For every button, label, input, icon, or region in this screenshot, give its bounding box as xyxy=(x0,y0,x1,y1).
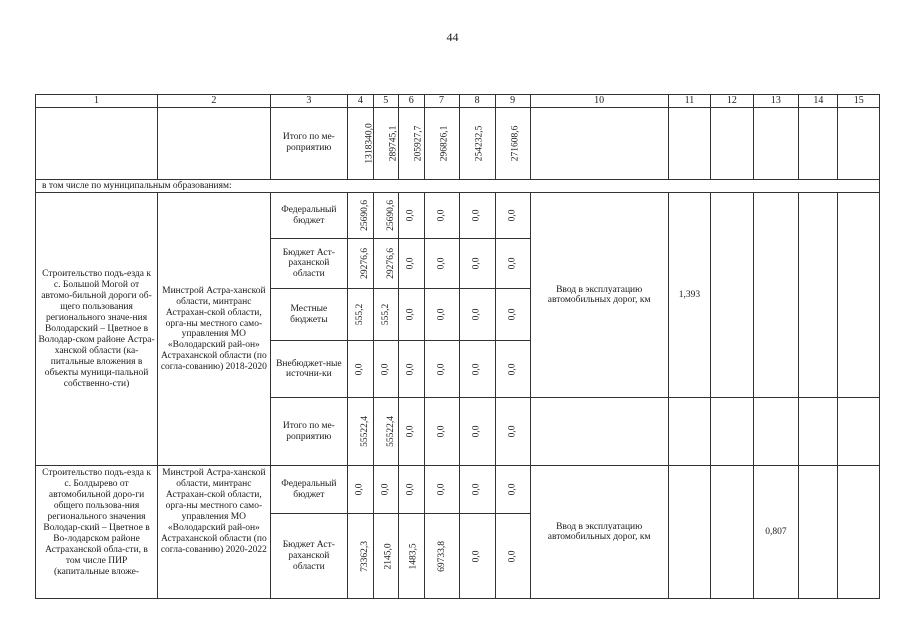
amount-cell: 0,0 xyxy=(399,289,424,341)
amount-cell: 289745,1 xyxy=(373,107,398,179)
amount-cell: 55522,4 xyxy=(373,398,398,466)
amount-cell: 0,0 xyxy=(399,341,424,398)
amount-cell: 0,0 xyxy=(399,239,424,289)
amount-cell: 25690,6 xyxy=(348,193,373,239)
empty-cell xyxy=(838,107,880,179)
amount-cell: 0,0 xyxy=(495,289,530,341)
empty-cell xyxy=(838,193,880,398)
project-executor: Минстрой Астра-ханской области, минтранс Астрахан-ской области, орга-ны местного само-управления МО «Володарский рай-он» Астраханской области (по согла-сованию) 2020-2022 xyxy=(158,466,271,599)
empty-cell xyxy=(711,193,753,398)
column-number: 5 xyxy=(373,95,398,108)
empty-cell xyxy=(668,107,710,179)
empty-cell xyxy=(668,398,710,466)
amount-cell: 0,0 xyxy=(373,341,398,398)
column-number: 8 xyxy=(459,95,495,108)
amount-cell: 296826,1 xyxy=(424,107,459,179)
amount-cell: 0,0 xyxy=(424,193,459,239)
funding-source: Федеральный бюджет xyxy=(270,193,347,239)
amount-cell: 0,0 xyxy=(495,341,530,398)
amount-cell: 29276,6 xyxy=(373,239,398,289)
amount-cell: 0,0 xyxy=(495,398,530,466)
amount-cell: 0,0 xyxy=(495,239,530,289)
funding-source: Бюджет Аст-раханской области xyxy=(270,514,347,599)
amount-cell: 271608,6 xyxy=(495,107,530,179)
empty-cell xyxy=(838,466,880,599)
empty-cell xyxy=(799,398,838,466)
section-label: в том числе по муниципальным образованиям: xyxy=(36,179,880,193)
empty-cell xyxy=(711,466,753,599)
column-number: 9 xyxy=(495,95,530,108)
amount-cell: 0,0 xyxy=(424,341,459,398)
empty-cell xyxy=(668,466,710,599)
amount-cell: 555,2 xyxy=(373,289,398,341)
amount-cell: 0,0 xyxy=(348,466,373,514)
amount-cell: 254232,5 xyxy=(459,107,495,179)
column-number: 1 xyxy=(36,95,158,108)
indicator-value: 1,393 xyxy=(668,193,710,398)
empty-cell xyxy=(753,107,799,179)
table-row xyxy=(36,193,880,239)
column-number-row xyxy=(36,95,880,108)
empty-cell xyxy=(158,107,271,179)
empty-cell xyxy=(36,107,158,179)
amount-cell: 0,0 xyxy=(495,466,530,514)
amount-cell: 0,0 xyxy=(373,466,398,514)
project-name: Строительство подъ-езда к с. Большой Могой от автомо-бильной дороги об-щего пользования регионального значе-ния Володарский – Цветное в Володар-ском районе Астра-ханской области (ка-питальные вложения в объекты муници-пальной собственно-сти) xyxy=(36,193,158,466)
column-number: 15 xyxy=(838,95,880,108)
empty-cell xyxy=(838,398,880,466)
column-number: 14 xyxy=(799,95,838,108)
funding-source: Итого по ме-роприятию xyxy=(270,398,347,466)
table-row xyxy=(36,466,880,514)
funding-source: Федеральный бюджет xyxy=(270,466,347,514)
amount-cell: 29276,6 xyxy=(348,239,373,289)
indicator-name: Ввод в эксплуатацию автомобильных дорог, км xyxy=(530,466,668,599)
column-number: 2 xyxy=(158,95,271,108)
funding-source: Внебюджет-ные источни-ки xyxy=(270,341,347,398)
funding-source: Итого по ме-роприятию xyxy=(270,107,347,179)
amount-cell: 1318340,0 xyxy=(348,107,373,179)
column-number: 4 xyxy=(348,95,373,108)
empty-cell xyxy=(711,398,753,466)
amount-cell: 55522,4 xyxy=(348,398,373,466)
amount-cell: 0,0 xyxy=(424,289,459,341)
funding-source: Бюджет Аст-раханской области xyxy=(270,239,347,289)
amount-cell: 0,0 xyxy=(424,239,459,289)
indicator-value: 0,807 xyxy=(753,466,799,599)
column-number: 10 xyxy=(530,95,668,108)
column-number: 12 xyxy=(711,95,753,108)
amount-cell: 0,0 xyxy=(348,341,373,398)
project-executor: Минстрой Астра-ханской области, минтранс Астрахан-ской области, орга-ны местного само-управления МО «Володарский рай-он» Астраханской области (по согла-сованию) 2018-2020 xyxy=(158,193,271,466)
amount-cell: 0,0 xyxy=(399,193,424,239)
empty-cell xyxy=(530,398,668,466)
amount-cell: 0,0 xyxy=(495,514,530,599)
column-number: 11 xyxy=(668,95,710,108)
empty-cell xyxy=(799,107,838,179)
amount-cell: 0,0 xyxy=(459,398,495,466)
amount-cell: 0,0 xyxy=(459,193,495,239)
amount-cell: 73362,3 xyxy=(348,514,373,599)
amount-cell: 0,0 xyxy=(424,398,459,466)
amount-cell: 0,0 xyxy=(459,466,495,514)
section-row xyxy=(36,179,880,193)
amount-cell: 0,0 xyxy=(495,193,530,239)
empty-cell xyxy=(799,466,838,599)
amount-cell: 0,0 xyxy=(424,466,459,514)
empty-cell xyxy=(530,107,668,179)
page-number: 44 xyxy=(446,30,459,44)
budget-table xyxy=(35,94,880,599)
column-number: 13 xyxy=(753,95,799,108)
amount-cell: 69733,8 xyxy=(424,514,459,599)
amount-cell: 0,0 xyxy=(459,289,495,341)
empty-cell xyxy=(711,107,753,179)
amount-cell: 25690,6 xyxy=(373,193,398,239)
amount-cell: 0,0 xyxy=(459,341,495,398)
amount-cell: 555,2 xyxy=(348,289,373,341)
amount-cell: 2145,0 xyxy=(373,514,398,599)
column-number: 3 xyxy=(270,95,347,108)
amount-cell: 0,0 xyxy=(399,466,424,514)
amount-cell: 205927,7 xyxy=(399,107,424,179)
column-number: 6 xyxy=(399,95,424,108)
total-row xyxy=(36,107,880,179)
project-name: Строительство подъ-езда к с. Болдырево от автомобильной доро-ги общего пользова-ния регионального значения Володар-ский – Цветное в Во-лодарском районе Астраханской обла-сти, в том числе ПИР (капитальные вложе- xyxy=(36,466,158,599)
empty-cell xyxy=(799,193,838,398)
amount-cell: 0,0 xyxy=(459,239,495,289)
funding-source: Местные бюджеты xyxy=(270,289,347,341)
amount-cell: 0,0 xyxy=(399,398,424,466)
amount-cell: 0,0 xyxy=(459,514,495,599)
indicator-name: Ввод в эксплуатацию автомобильных дорог, км xyxy=(530,193,668,398)
empty-cell xyxy=(753,193,799,398)
empty-cell xyxy=(753,398,799,466)
column-number: 7 xyxy=(424,95,459,108)
amount-cell: 1483,5 xyxy=(399,514,424,599)
